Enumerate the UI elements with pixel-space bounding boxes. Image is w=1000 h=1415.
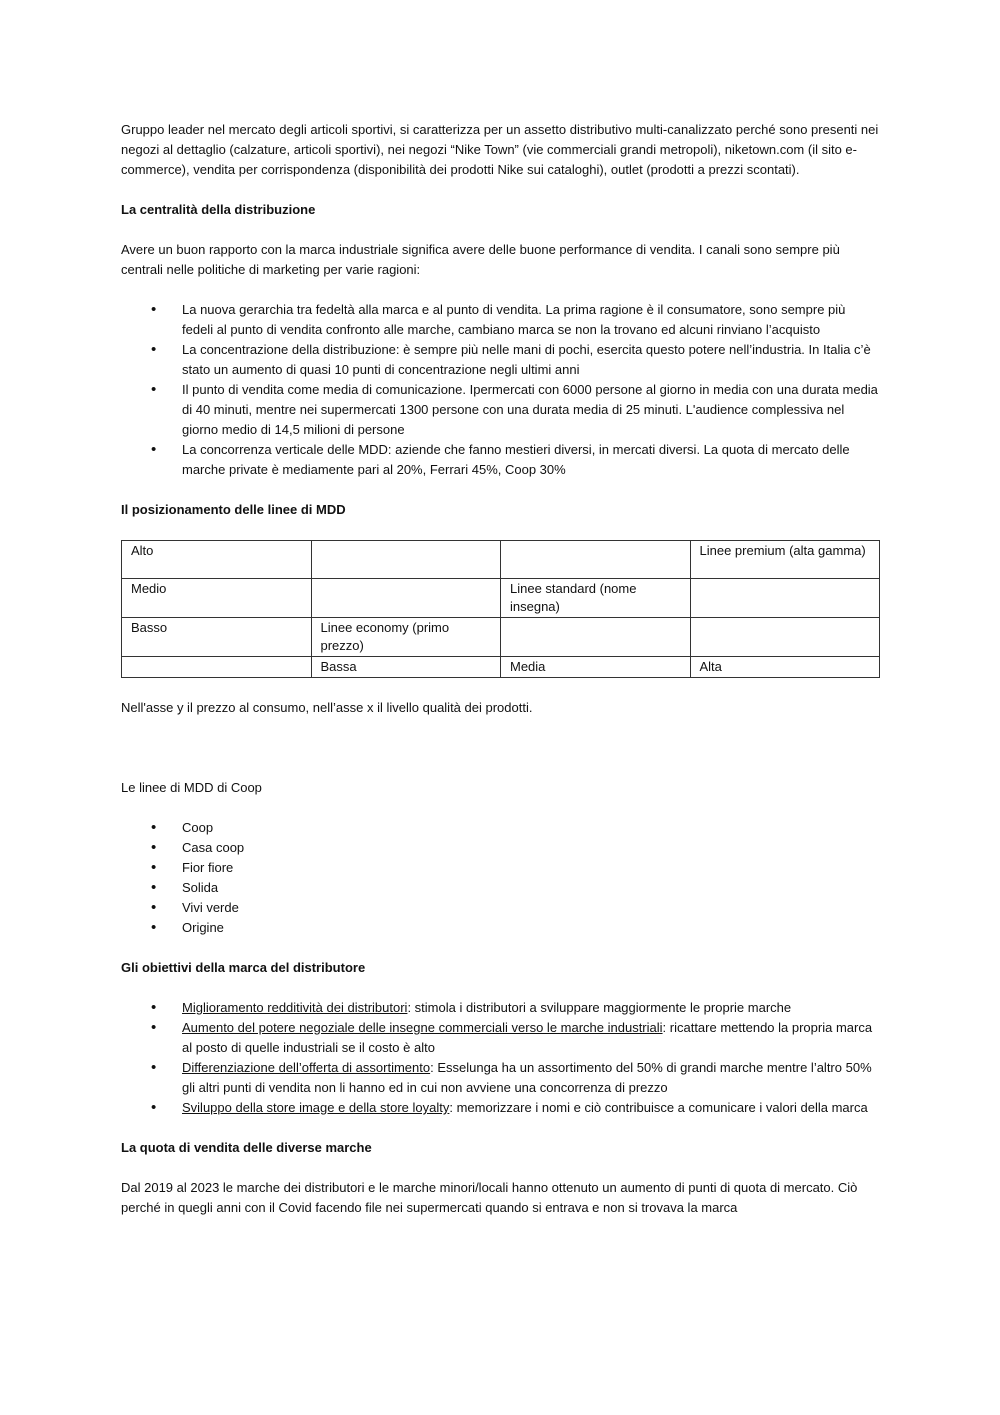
table-row [122,541,880,579]
list-item: • Vivi verde [121,898,880,918]
centralita-list [121,300,880,480]
list-item [121,998,880,1018]
item-text: : Esselunga ha un assortimento del 50% di grandi marche mentre l’altro 50% gli altri punti di vendita non li hanno ed in cui non avviene una concorrenza di prezzo [182,1060,872,1095]
item-text: : ricattare mettendo la propria marca al posto di quelle industriali se il costo è alto [182,1020,873,1055]
centralita-paragraph: Avere un buon rapporto con la marca industriale significa avere delle buone performance di vendita. I canali sono sempre più centrali nelle politiche di marketing per varie ragioni: [121,242,840,277]
obiettivi-list [121,998,880,1118]
heading-obiettivi: Gli obiettivi della marca del distributore [121,960,366,975]
table-cell [501,541,691,579]
table-cell [311,541,501,579]
table-cell: Linee premium (alta gamma) [690,541,880,579]
intro-paragraph: Gruppo leader nel mercato degli articoli sportivi, si caratterizza per un assetto distributivo multi-canalizzato perché sono presenti nei negozi al dettaglio (calzature, articoli sportivi), nei negozi “Nike Town” (vie commerciali grandi metropoli), niketown.com (il sito e-commerce), vendita per corrispondenza (disponibilità dei prodotti Nike sui cataloghi), outlet (prodotti a prezzi scontati). [121,122,879,177]
heading-centralita: La centralità della distribuzione [121,202,316,217]
table-cell: Alta [690,657,880,678]
table-cell: Media [501,657,691,678]
list-item: • Casa coop [121,838,880,858]
table-cell [690,579,880,618]
list-item [121,1098,880,1118]
table-cell [501,618,691,657]
heading-posizionamento: Il posizionamento delle linee di MDD [121,502,346,517]
list-item: • Origine [121,918,880,938]
table-row [122,618,880,657]
coop-lines-list [121,818,880,938]
underlined-term: Miglioramento redditività dei distributori [182,1000,408,1015]
document-page [121,120,880,1218]
quota-paragraph: Dal 2019 al 2023 le marche dei distributori e le marche minori/locali hanno ottenuto un aumento di punti di quota di mercato. Ciò perché in quegli anni con il Covid facendo file nei supermercati quando si entrava e non si trovava la marca [121,1180,858,1215]
table-cell: Linee standard (nome insegna) [501,579,691,618]
underlined-term: Aumento del potere negoziale delle insegne commerciali verso le marche industriali [182,1020,663,1035]
table-row [122,657,880,678]
list-item [121,1058,880,1098]
item-text: : memorizzare i nomi e ciò contribuisce a comunicare i valori della marca [449,1100,868,1115]
list-item: • Il punto di vendita come media di comunicazione. Ipermercati con 6000 persone al giorno in media con una durata media di 40 minuti, mentre nei supermercati 1300 persone con una durata media di 25 minuti. L'audience complessiva nel giorno medio di 14,5 milioni di persone [121,380,880,440]
table-cell [690,618,880,657]
table-cell [311,579,501,618]
table-cell: Linee economy (primo prezzo) [311,618,501,657]
positioning-table [121,540,880,678]
table-cell [122,657,312,678]
table-cell: Alto [122,541,312,579]
list-item: • Solida [121,878,880,898]
list-item [121,1018,880,1058]
heading-quota: La quota di vendita delle diverse marche [121,1140,372,1155]
table-row [122,579,880,618]
item-text: : stimola i distributori a sviluppare maggiormente le proprie marche [407,1000,792,1015]
table-cell: Basso [122,618,312,657]
list-item: • La nuova gerarchia tra fedeltà alla marca e al punto di vendita. La prima ragione è il consumatore, sono sempre più fedeli al punto di vendita confronto alle marche, cambiano marca se non la trovano ed alcuni rinviano l’acquisto [121,300,880,340]
list-item: • Coop [121,818,880,838]
coop-lines-title: Le linee di MDD di Coop [121,780,262,795]
list-item: • La concorrenza verticale delle MDD: aziende che fanno mestieri diversi, in mercati diversi. La quota di mercato delle marche private è mediamente pari al 20%, Ferrari 45%, Coop 30% [121,440,880,480]
underlined-term: Sviluppo della store image e della store loyalty [182,1100,450,1115]
list-item: • Fior fiore [121,858,880,878]
table-cell: Bassa [311,657,501,678]
underlined-term: Differenziazione dell’offerta di assortimento [182,1060,431,1075]
table-cell: Medio [122,579,312,618]
axis-note: Nell'asse y il prezzo al consumo, nell’asse x il livello qualità dei prodotti. [121,700,533,715]
list-item: • La concentrazione della distribuzione: è sempre più nelle mani di pochi, esercita questo potere nell’industria. In Italia c’è stato un aumento di quasi 10 punti di concentrazione negli ultimi anni [121,340,880,380]
